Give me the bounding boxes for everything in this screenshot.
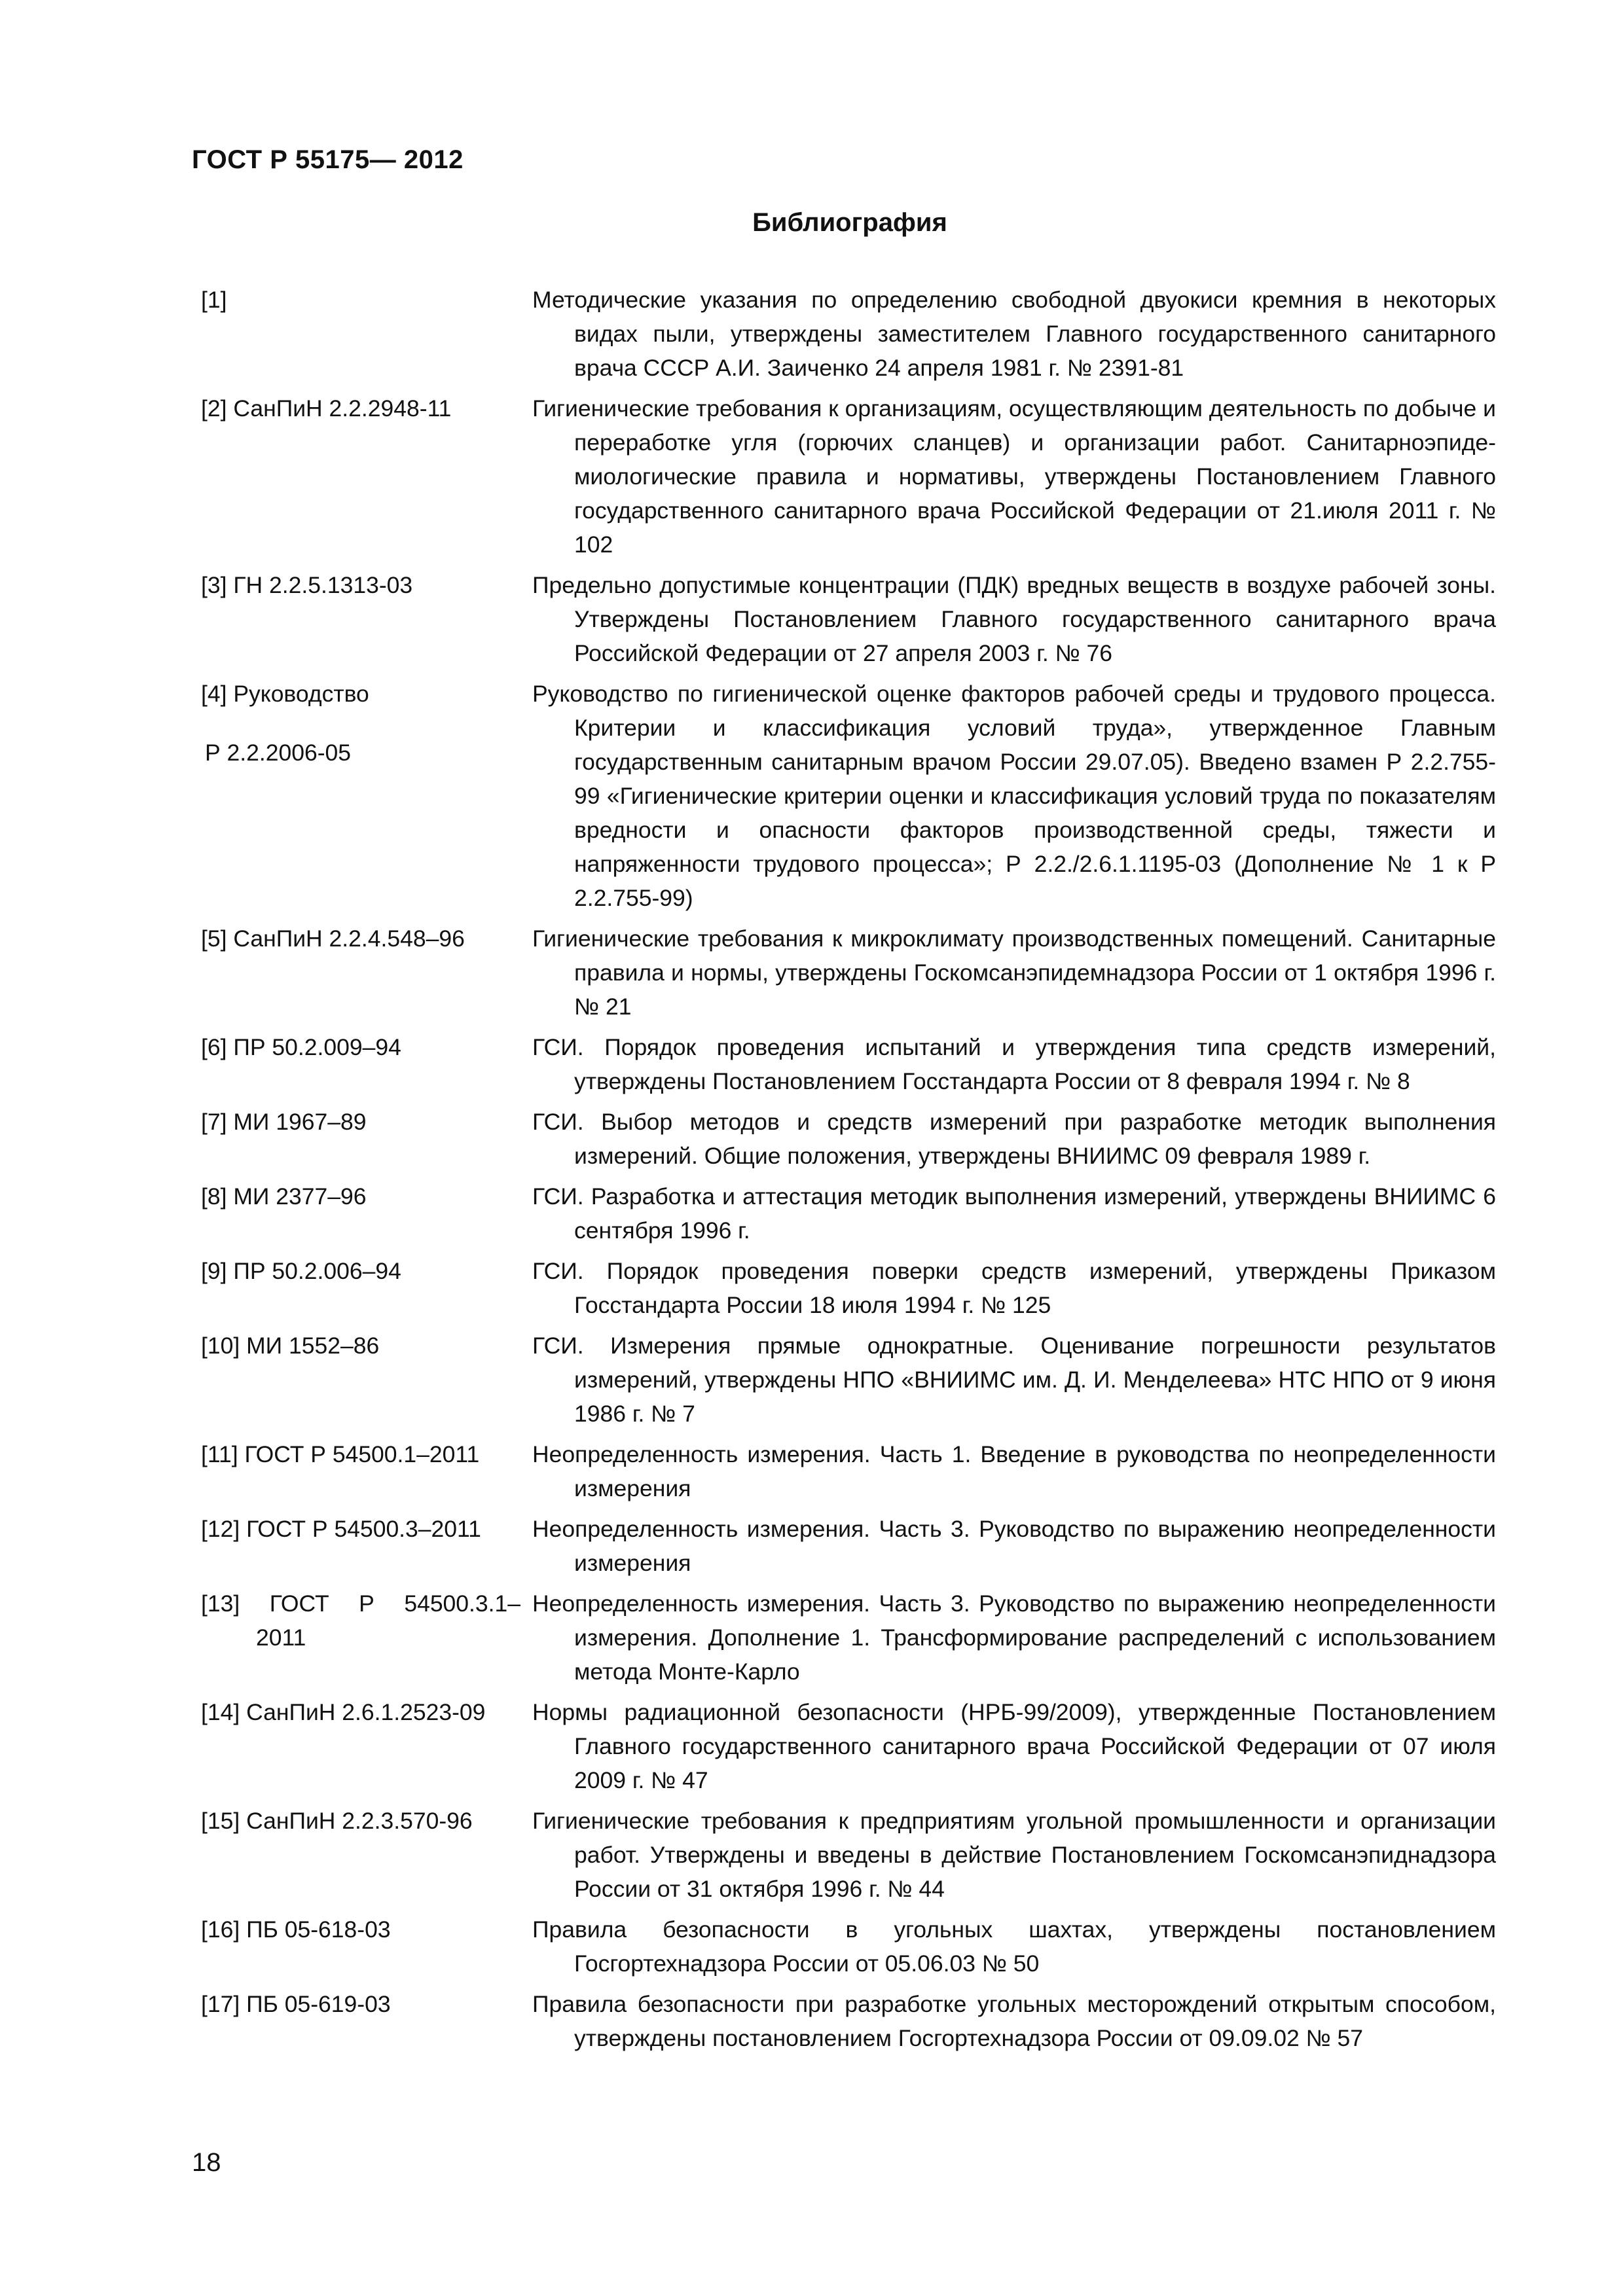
entry-text: ГСИ. Измерения прямые однократные. Оценивание погрешности результатов измерений, утверждены НПО «ВНИИМС им. Д. И. Менделеева» НТС НПО от 9 июня 1986 г. № 7	[532, 1333, 1496, 1427]
entry-text: Неопределенность измерения. Часть 3. Руководство по выражению неопределенности измерения. Дополнение 1. Трансформирование распределений с использованием метода Монте-Карло	[532, 1590, 1496, 1685]
entry-text: Гигиенические требования к предприятиям угольной промышленности и организации работ. Утверждены и введены в действие Постановлением Госкомсанэпиднадзора России от 31 октября 1996 г. № 44	[532, 1808, 1496, 1902]
entry-reference: [6] ПР 50.2.009–94	[201, 1034, 401, 1060]
bibliography-entry	[201, 1030, 1496, 1098]
bibliography-entry	[201, 283, 1496, 385]
bibliography-entry	[201, 922, 1496, 1024]
entry-text: Нормы радиационной безопасности (НРБ-99/2009), утвержденные Постановлением Главного государственного санитарного врача Российской Федерации от 07 июля 2009 г. № 47	[532, 1699, 1496, 1793]
bibliography-entry	[201, 391, 1496, 562]
entry-reference: [8] МИ 2377–96	[201, 1183, 367, 1210]
entry-text: Неопределенность измерения. Часть 3. Руководство по выражению неопределенности измерения	[532, 1516, 1496, 1576]
entry-reference: [3] ГН 2.2.5.1313-03	[201, 572, 413, 598]
bibliography-entry	[201, 1179, 1496, 1247]
entry-reference: [17] ПБ 05-619-03	[201, 1991, 391, 2017]
entry-reference: [7] МИ 1967–89	[201, 1109, 367, 1135]
entry-text: ГСИ. Порядок проведения поверки средств измерений, утверждены Приказом Госстандарта России 18 июля 1994 г. № 125	[532, 1258, 1496, 1318]
entry-reference: [1]	[201, 287, 227, 313]
page-number: 18	[192, 2148, 221, 2177]
entry-text: Неопределенность измерения. Часть 1. Введение в руководства по неопределенности измерения	[532, 1441, 1496, 1501]
entry-text: Гигиенические требования к микроклимату производственных помещений. Санитарные правила и нормы, утверждены Госкомсанэпидемнадзора России от 1 октября 1996 г. № 21	[532, 925, 1496, 1020]
entry-text: Предельно допустимые концентрации (ПДК) вредных веществ в воздухе рабочей зоны. Утверждены Постановлением Главного государственного санитарного врача Российской Федерации от 27 апреля 2003 г. № 76	[532, 572, 1496, 666]
entry-reference: [13] ГОСТ Р 54500.3.1– 2011	[201, 1587, 532, 1655]
bibliography-entry	[201, 1695, 1496, 1797]
entry-reference: [15] СанПиН 2.2.3.570-96	[201, 1808, 473, 1834]
bibliography-entry	[201, 1512, 1496, 1580]
entry-text: Руководство по гигиенической оценке факторов рабочей среды и трудового процесса. Критерии и классификация условий труда», утвержденное Главным государственным санитарным врачом России 29.07.05). Введено взамен Р 2.2.755-99 «Гигиенические критерии оценки и классификация условий труда по показателям вредности и опасности факторов производственной среды, тяжести и напряженности трудового процесса»; Р 2.2./2.6.1.1195-03 (Дополнение № 1 к Р 2.2.755-99)	[532, 681, 1496, 911]
bibliography-entry	[201, 568, 1496, 670]
entry-reference: [9] ПР 50.2.006–94	[201, 1258, 401, 1284]
entry-reference: [2] СанПиН 2.2.2948-11	[201, 395, 452, 422]
entry-reference-continuation: Р 2.2.2006-05	[205, 740, 352, 766]
entry-text: Гигиенические требования к организациям, осуществляющим деятельность по добыче и переработке угля (горючих сланцев) и организации работ. Санитарноэпиде-миологические правила и нормативы, утверждены Постановлением Главного государственного санитарного врача Российской Федерации от 21.июля 2011 г. № 102	[532, 395, 1496, 558]
document-header: ГОСТ Р 55175— 2012	[192, 145, 464, 174]
bibliography-entry	[201, 1105, 1496, 1173]
entry-reference: [12] ГОСТ Р 54500.3–2011	[201, 1516, 481, 1542]
bibliography-entry	[201, 1437, 1496, 1505]
entry-reference: [5] СанПиН 2.2.4.548–96	[201, 925, 465, 952]
bibliography-entry	[201, 1254, 1496, 1322]
entry-text: Правила безопасности в угольных шахтах, утверждены постановлением Госгортехнадзора России от 05.06.03 № 50	[532, 1916, 1496, 1977]
entry-reference: [16] ПБ 05-618-03	[201, 1916, 391, 1943]
bibliography-entry	[201, 1987, 1496, 2055]
entry-reference: [4] Руководство Р 2.2.2006-05	[201, 677, 532, 770]
entry-reference: [14] СанПиН 2.6.1.2523-09	[201, 1699, 486, 1725]
bibliography-entry	[201, 1804, 1496, 1906]
entry-text: ГСИ. Разработка и аттестация методик выполнения измерений, утверждены ВНИИМС 6 сентября 1996 г.	[532, 1183, 1496, 1244]
entry-text: ГСИ. Порядок проведения испытаний и утверждения типа средств измерений, утверждены Постановлением Госстандарта России от 8 февраля 1994 г. № 8	[532, 1034, 1496, 1094]
bibliography-entry	[201, 1912, 1496, 1981]
entry-text: Методические указания по определению свободной двуокиси кремния в некоторых видах пыли, утверждены заместителем Главного государственного санитарного врача СССР А.И. Заиченко 24 апреля 1981 г. № 2391-81	[532, 287, 1496, 381]
entry-reference-continuation: 2011	[256, 1624, 306, 1651]
entry-text: Правила безопасности при разработке угольных месторождений открытым способом, утверждены постановлением Госгортехнадзора России от 09.09.02 № 57	[532, 1991, 1496, 2051]
bibliography-list	[201, 283, 1496, 2062]
bibliography-entry	[201, 1587, 1496, 1689]
bibliography-entry	[201, 677, 1496, 915]
bibliography-title: Библиография	[752, 208, 947, 237]
bibliography-entry	[201, 1329, 1496, 1431]
entry-reference: [10] МИ 1552–86	[201, 1333, 380, 1359]
entry-reference: [11] ГОСТ Р 54500.1–2011	[201, 1441, 480, 1467]
entry-text: ГСИ. Выбор методов и средств измерений при разработке методик выполнения измерений. Общие положения, утверждены ВНИИМС 09 февраля 1989 г.	[532, 1109, 1496, 1169]
